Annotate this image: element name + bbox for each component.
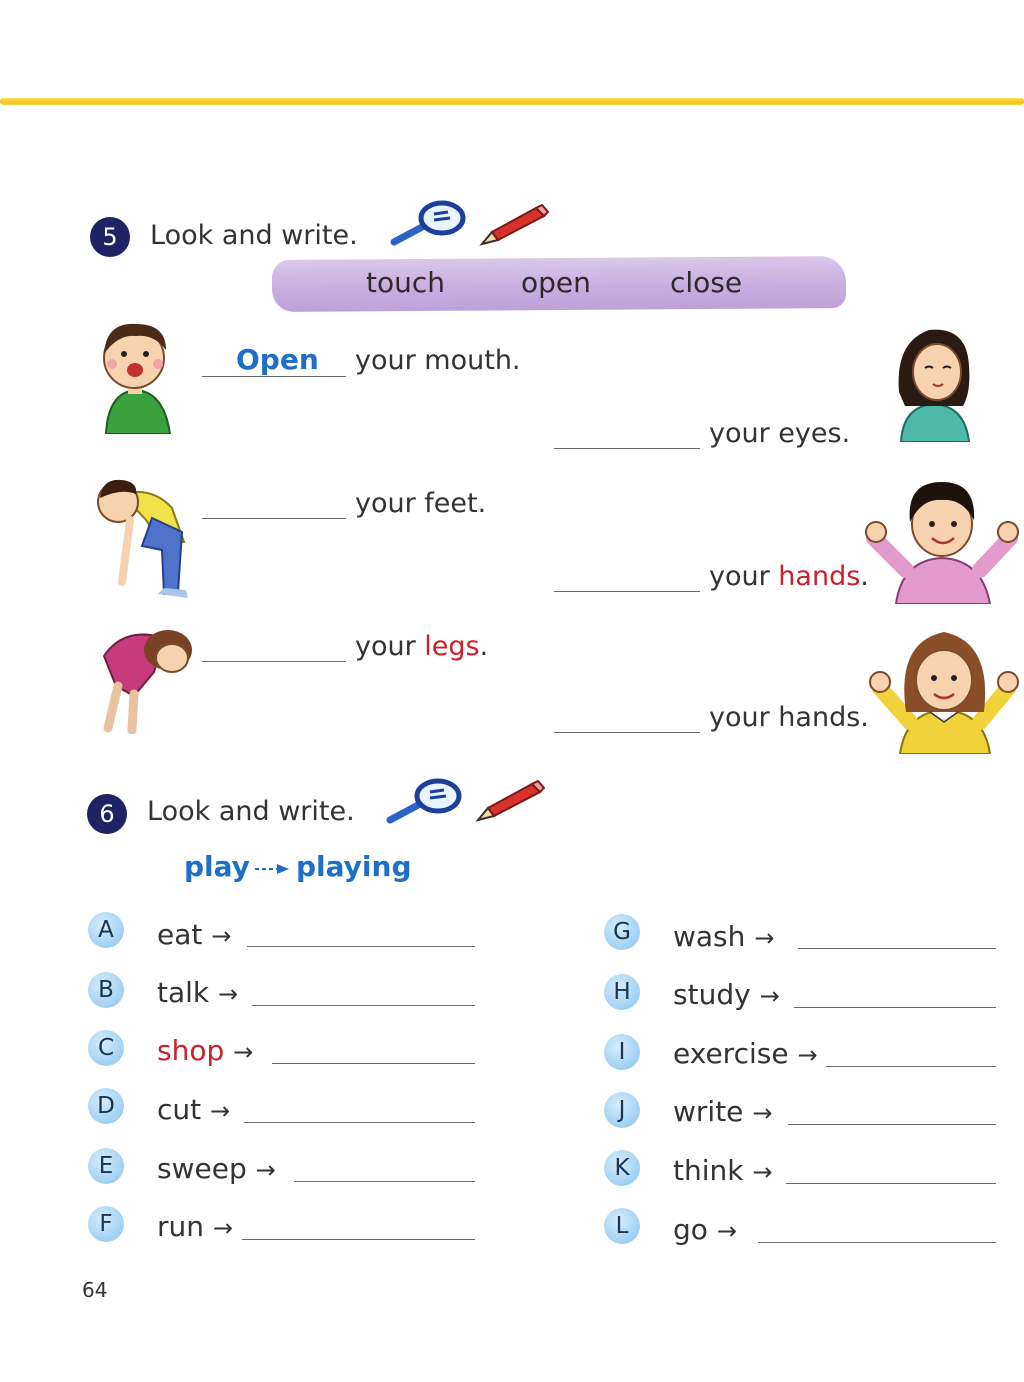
girl-bending-illustration [94, 616, 196, 734]
verb-item: wash → [673, 920, 775, 953]
boy-touching-feet-illustration [92, 472, 188, 600]
arrow-right-icon [255, 862, 291, 876]
answer-blank[interactable] [202, 518, 346, 519]
section-6-heading: Look and write. [147, 796, 355, 827]
example-result-word: playing [296, 850, 412, 883]
phrase-text: your mouth. [355, 345, 521, 376]
item-letter-badge: F [88, 1206, 124, 1242]
answer-blank[interactable] [252, 1005, 475, 1006]
item-letter-badge: H [604, 974, 640, 1010]
answer-blank[interactable] [294, 1181, 475, 1182]
answer-blank[interactable] [202, 661, 346, 662]
section-5-number-badge: 5 [90, 217, 130, 257]
answer-blank[interactable] [798, 948, 996, 949]
verb-item: go → [673, 1213, 737, 1246]
section-6-number-badge: 6 [87, 794, 127, 834]
answer-blank[interactable] [786, 1183, 996, 1184]
answer-blank[interactable] [272, 1063, 475, 1064]
answer-blank[interactable] [788, 1124, 996, 1125]
girl-arms-up-illustration [866, 622, 1022, 754]
item-letter-badge: A [88, 912, 124, 948]
item-letter-badge: E [88, 1148, 124, 1184]
answer-blank[interactable] [247, 946, 475, 947]
answer-blank[interactable] [758, 1242, 996, 1243]
phrase-text: your feet. [355, 488, 487, 519]
answer-blank[interactable] [554, 732, 700, 733]
answer-blank[interactable] [794, 1007, 996, 1008]
answer-blank[interactable] [554, 448, 700, 449]
section-5-heading: Look and write. [150, 220, 358, 251]
item-letter-badge: B [88, 972, 124, 1008]
item-letter-badge: J [604, 1092, 640, 1128]
magnifier-icon [384, 776, 464, 826]
page-number: 64 [82, 1278, 108, 1302]
verb-item: think → [673, 1154, 773, 1187]
verb-item: write → [673, 1095, 773, 1128]
answer-blank[interactable] [242, 1239, 475, 1240]
answer-blank[interactable] [826, 1066, 996, 1067]
item-letter-badge: I [604, 1034, 640, 1070]
verb-item: cut → [157, 1093, 231, 1126]
magnifier-icon [388, 198, 468, 248]
item-letter-badge: L [604, 1208, 640, 1244]
verb-item: exercise → [673, 1037, 818, 1070]
boy-arms-up-illustration [862, 474, 1022, 604]
phrase-text: your hands. [709, 702, 869, 733]
verb-item: shop → [157, 1034, 254, 1067]
phrase-text: your hands. [709, 561, 869, 592]
pencil-icon [478, 204, 550, 248]
phrase-text: your legs. [355, 631, 489, 662]
phrase-text: your eyes. [709, 418, 851, 449]
verb-item: study → [673, 978, 780, 1011]
answer-blank[interactable] [202, 376, 346, 377]
word-bank-word: touch [366, 266, 445, 299]
item-letter-badge: C [88, 1030, 124, 1066]
example-base-word: play [184, 850, 250, 883]
girl-closed-eyes-illustration [893, 322, 975, 442]
item-letter-badge: K [604, 1150, 640, 1186]
item-letter-badge: D [88, 1088, 124, 1124]
answer-blank[interactable] [244, 1122, 475, 1123]
pencil-icon [474, 780, 546, 824]
word-bank-word: close [670, 266, 743, 299]
word-bank-word: open [521, 266, 591, 299]
item-letter-badge: G [604, 914, 640, 950]
answer-blank[interactable] [554, 591, 700, 592]
verb-item: run → [157, 1210, 234, 1243]
verb-item: talk → [157, 976, 239, 1009]
example-answer: Open [236, 343, 319, 376]
top-decorative-rule [0, 98, 1024, 105]
boy-open-mouth-illustration [96, 318, 176, 434]
verb-item: eat → [157, 918, 232, 951]
verb-item: sweep → [157, 1152, 276, 1185]
